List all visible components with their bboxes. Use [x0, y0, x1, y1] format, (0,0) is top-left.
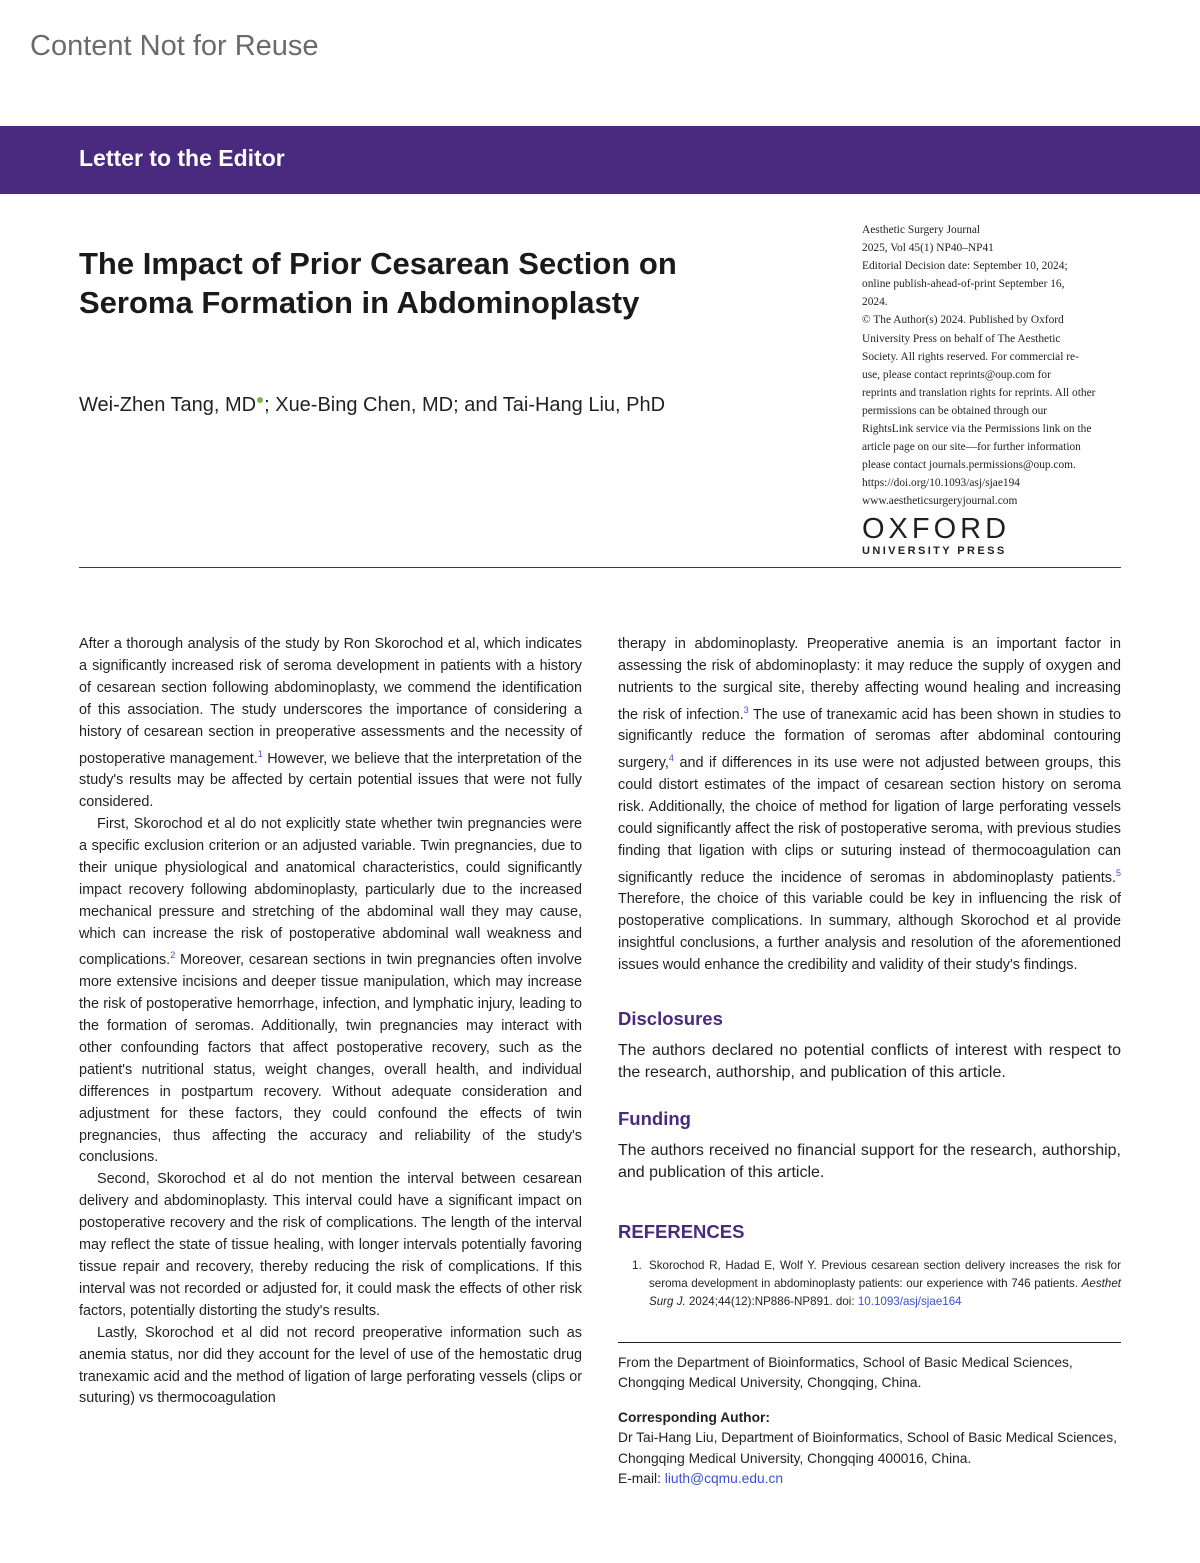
email-label: E-mail:: [618, 1471, 665, 1487]
meta-line: permissions can be obtained through our: [862, 404, 1048, 417]
text-run: therapy in abdominoplasty. Preoperative anemia is an important factor in assessing the risk of abdominoplasty: it may reduce the supply of oxygen and nutrients to the surgical site, thereby affecting wound healing and increasing the risk of infection.: [618, 636, 1121, 723]
text-run: After a thorough analysis of the study by Ron Skorochod et al, which indicates a significantly increased risk of seroma development in patients with a history of cesarean section following abdominoplasty, we commend the identification of this association. The study underscores the importance of considering a history of cesarean section in preoperative assessments and the necessity of postoperative management.: [79, 636, 582, 767]
reference-list: [618, 1257, 1121, 1311]
text-run: Moreover, cesarean sections in twin pregnancies often involve more extensive incisions and deeper tissue manipulation, which may increase the risk of postoperative hemorrhage, infection, and lymphatic injury, leading to the formation of seromas. Additionally, twin pregnancies may interact with other confounding factors that affect postoperative recovery, such as the patient's nutritional status, weight changes, overall health, and individual differences in postpartum recovery. Without adequate consideration and adjustment for these factors, they could confound the effects of twin pregnancies, thus affecting the accuracy and reliability of the study's conclusions.: [79, 952, 582, 1166]
text-run: However, we believe that the interpretation of the study's results may be affected by certain potential issues that were not fully considered.: [79, 750, 582, 811]
author-list: [79, 394, 819, 417]
meta-line: please contact journals.permissions@oup.com.: [862, 459, 1076, 472]
body-column-right: [618, 634, 1121, 977]
citation-link[interactable]: 3: [743, 704, 749, 715]
meta-line: use, please contact reprints@oup.com for: [862, 368, 1051, 381]
meta-line: 2024.: [862, 296, 888, 309]
meta-line: article page on our site—for further information: [862, 441, 1081, 454]
text-run: First, Skorochod et al do not explicitly state whether twin pregnancies were a specific exclusion criterion or an adjusted variable. Twin pregnancies, due to their unique physiological and anatomical characteristics, could significantly impact recovery following abdominoplasty, particularly due to the increased mechanical pressure and stretching of the abdominal wall they may cause, which can increase the risk of postoperative abdominal wall weakness and complications.: [79, 816, 582, 969]
orcid-icon[interactable]: [257, 397, 263, 403]
meta-line: Editorial Decision date: September 10, 2024;: [862, 260, 1068, 273]
affiliation-text: From the Department of Bioinformatics, School of Basic Medical Sciences, Chongqing Medical University, Chongqing, China.: [618, 1355, 1073, 1391]
reference-number: 1.: [632, 1259, 642, 1272]
meta-line: online publish-ahead-of-print September 16,: [862, 278, 1065, 291]
body-column-left: [79, 634, 582, 1410]
reference-item: [618, 1257, 1121, 1311]
author-names-rest: ; Xue-Bing Chen, MD; and Tai-Hang Liu, PhD: [264, 394, 666, 416]
header-divider: [79, 567, 1121, 568]
text-run: 2024;44(12):NP886-NP891. doi:: [685, 1295, 858, 1308]
publisher-logo: [862, 513, 1062, 557]
meta-line: Society. All rights reserved. For commercial re-: [862, 350, 1079, 363]
disclosures-heading: Disclosures: [618, 1008, 723, 1029]
corresponding-author: [618, 1408, 1121, 1490]
reference-text: [649, 1257, 1121, 1311]
body-paragraph: Lastly, Skorochod et al did not record preoperative information such as anemia status, nor did they account for the level of use of the hemostatic drug tranexamic acid and the method of ligation of large perforating vessels (clips or suturing) vs thermocoagulation: [79, 1324, 582, 1407]
reference-journal: Aesthet Surg J.: [649, 1277, 1121, 1308]
meta-line: Aesthetic Surgery Journal: [862, 224, 981, 236]
body-paragraph: [79, 634, 582, 814]
text-run: The use of tranexamic acid has been shown in studies to significantly reduce the formation of seromas after abdominal contouring surgery,: [618, 706, 1121, 772]
meta-line: University Press on behalf of The Aesthetic: [862, 332, 1061, 345]
author-name: Wei-Zhen Tang, MD: [79, 394, 257, 416]
corresponding-address: Dr Tai-Hang Liu, Department of Bioinformatics, School of Basic Medical Sciences, Chongqing Medical University, Chongqing 400016, China.: [618, 1430, 1117, 1466]
meta-line: reprints and translation rights for reprints. All other: [862, 386, 1096, 399]
article-title: [79, 244, 799, 322]
title-line-2: Seroma Formation in Abdominoplasty: [79, 285, 640, 320]
text-run: Skorochod R, Hadad E, Wolf Y. Previous cesarean section delivery increases the risk for seroma development in abdominoplasty patients: our experience with 746 patients.: [649, 1259, 1121, 1290]
citation-link[interactable]: 2: [170, 950, 176, 961]
body-paragraph: [79, 814, 582, 1169]
publication-meta: [862, 221, 1124, 511]
text-run: Therefore, the choice of this variable could be key in influencing the risk of postoperative complications. In summary, although Skorochod et al provide insightful conclusions, a further analysis and resolution of the aforementioned issues would enhance the credibility and validity of their study's findings.: [618, 891, 1121, 974]
publisher-logo-sub: UNIVERSITY PRESS: [862, 545, 1007, 557]
funding-text: The authors received no financial support for the research, authorship, and publication of this article.: [618, 1142, 1121, 1181]
doi-link[interactable]: https://doi.org/10.1093/asj/sjae194: [862, 477, 1020, 490]
watermark-text: Content Not for Reuse: [30, 30, 319, 62]
references-heading: REFERENCES: [618, 1221, 745, 1242]
publisher-logo-main: OXFORD: [862, 513, 1011, 545]
email-link[interactable]: liuth@cqmu.edu.cn: [664, 1471, 784, 1487]
body-paragraph: [618, 634, 1121, 977]
meta-line: © The Author(s) 2024. Published by Oxford: [862, 314, 1064, 327]
citation-link[interactable]: 5: [1115, 867, 1121, 878]
body-paragraph: Second, Skorochod et al do not mention the interval between cesarean delivery and abdominoplasty. This interval could have a significant impact on postoperative recovery and the risk of complications. The length of the interval may reflect the state of tissue healing, with longer intervals potentially favoring tissue repair and recovery, thereby reducing the risk of complications. If this interval was not recorded or adjusted for, it could mask the effects of other risk factors, potentially distorting the study's results.: [79, 1171, 582, 1319]
title-line-1: The Impact of Prior Cesarean Section on: [79, 246, 677, 281]
reference-doi-link[interactable]: 10.1093/asj/sjae164: [857, 1295, 962, 1308]
affiliation-divider: [618, 1342, 1121, 1343]
citation-link[interactable]: 4: [668, 753, 674, 764]
corresponding-email-line: [618, 1469, 1121, 1489]
corresponding-label: Corresponding Author:: [618, 1410, 771, 1425]
meta-line: 2025, Vol 45(1) NP40–NP41: [862, 242, 994, 255]
text-run: and if differences in its use were not adjusted between groups, this could distort estimates of the impact of cesarean section history on seroma risk. Additionally, the choice of method for ligation of large perforating vessels could significantly affect the risk of postoperative seroma, with previous studies finding that ligation with clips or suturing instead of thermocoagulation can significantly reduce the incidence of seromas in abdominoplasty patients.: [618, 755, 1121, 886]
journal-website-link[interactable]: www.aestheticsurgeryjournal.com: [862, 495, 1018, 508]
article-type-label: Letter to the Editor: [79, 145, 285, 171]
article-type-banner: [0, 126, 1200, 194]
disclosures-text: The authors declared no potential conflicts of interest with respect to the research, authorship, and publication of this article.: [618, 1042, 1121, 1081]
citation-link[interactable]: 1: [257, 748, 263, 759]
meta-line: RightsLink service via the Permissions link on the: [862, 423, 1092, 436]
funding-heading: Funding: [618, 1108, 691, 1129]
